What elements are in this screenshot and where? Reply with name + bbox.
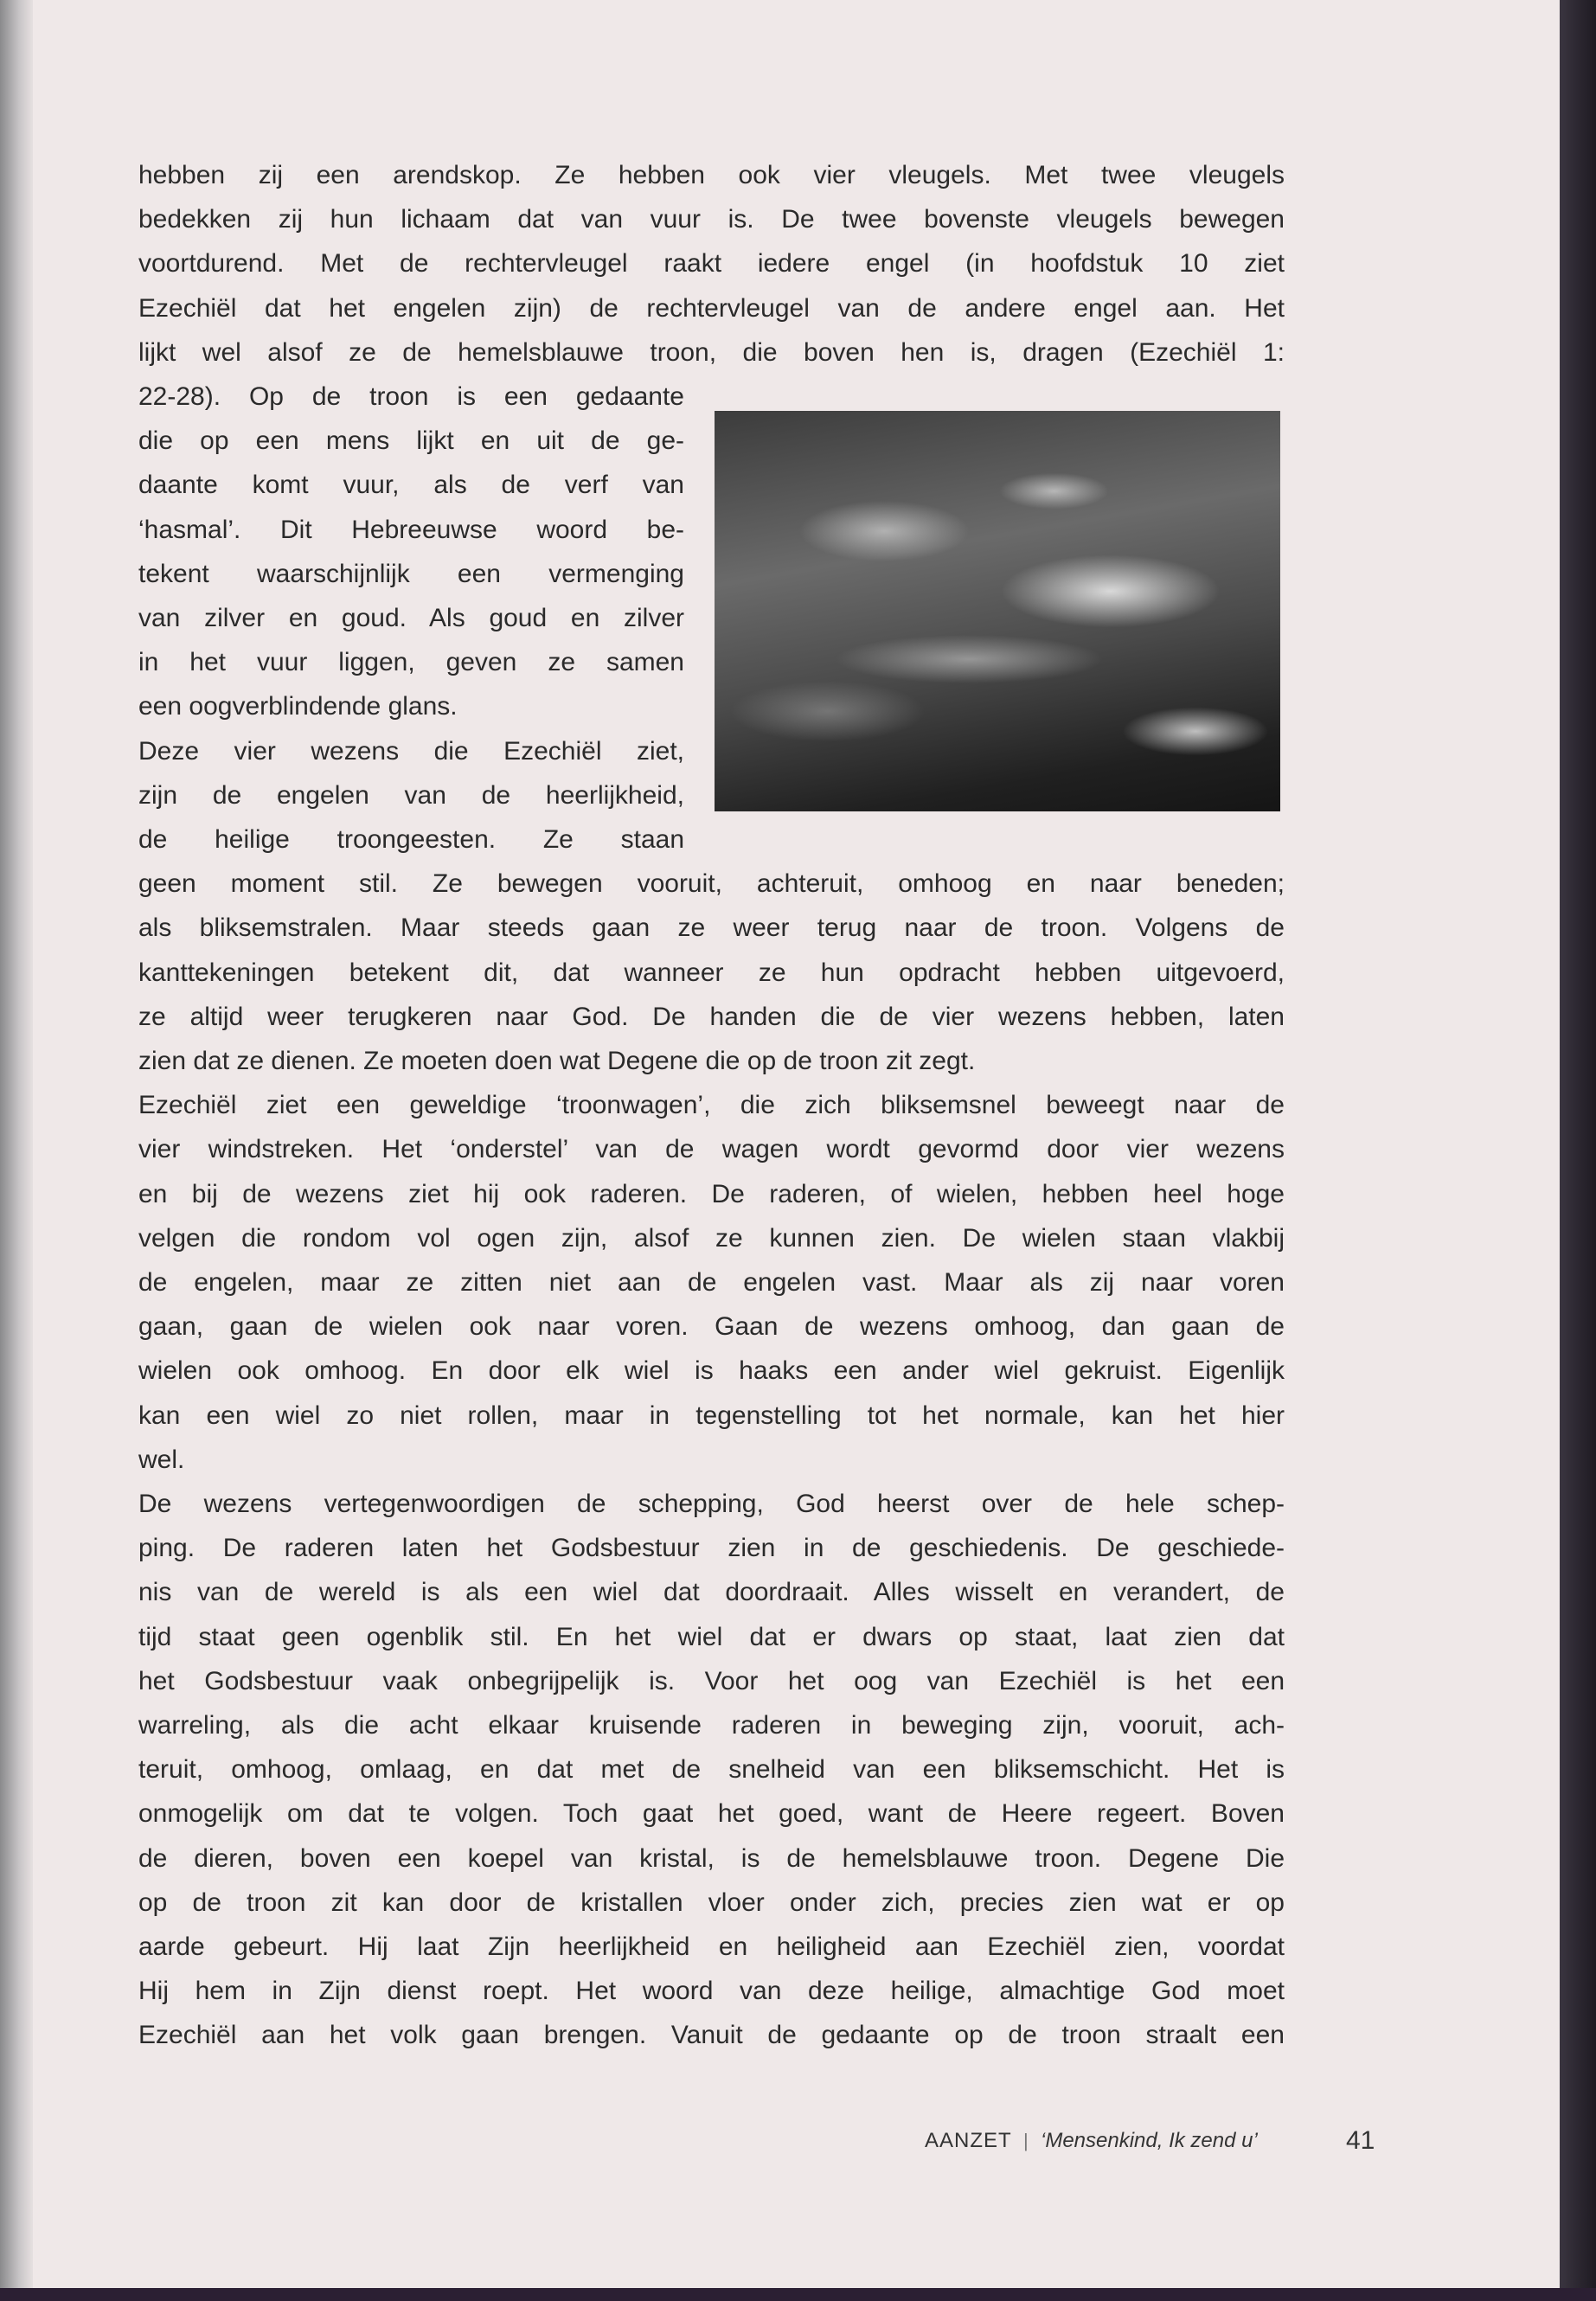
text-line: bedekken zij hun lichaam dat van vuur is. De twee bovenste vleugels bewegen <box>138 205 1285 234</box>
text-line: voortdurend. Met de rechtervleugel raakt iedere engel (in hoofdstuk 10 ziet <box>138 249 1285 279</box>
text-line: Ezechiël aan het volk gaan brengen. Vanuit de gedaante op de troon straalt een <box>138 2021 1285 2050</box>
text-line: aarde gebeurt. Hij laat Zijn heerlijkheid en heiligheid aan Ezechiël zien, voordat <box>138 1932 1285 1961</box>
text-line: onmogelijk om dat te volgen. Toch gaat het goed, want de Heere regeert. Boven <box>138 1799 1285 1829</box>
text-line: als bliksemstralen. Maar steeds gaan ze weer terug naar de troon. Volgens de <box>138 913 1285 943</box>
text-line: De wezens vertegenwoordigen de schepping, God heerst over de hele schep- <box>138 1490 1285 1518</box>
text-line: velgen die rondom vol ogen zijn, alsof ze kunnen zien. De wielen staan vlakbij <box>138 1223 1285 1253</box>
scan-left-edge <box>0 0 33 2301</box>
text-line: ‘hasmal’. Dit Hebreeuwse woord be- <box>138 515 684 544</box>
text-line: de dieren, boven een koepel van kristal, is de hemelsblauwe troon. Degene Die <box>138 1843 1285 1873</box>
text-line: zijn de engelen van de heerlijkheid, <box>138 780 684 810</box>
text-line: 22-28). Op de troon is een gedaante <box>138 382 684 411</box>
text-line: van zilver en goud. Als goud en zilver <box>138 604 684 632</box>
text-line: Hij hem in Zijn dienst roept. Het woord van deze heilige, almachtige God moet <box>138 1977 1285 2006</box>
text-line: Ezechiël dat het engelen zijn) de rechtervleugel van de andere engel aan. Het <box>138 293 1285 323</box>
text-line: ping. De raderen laten het Godsbestuur zien in de geschiedenis. De geschiede- <box>138 1534 1285 1563</box>
page-number: 41 <box>1346 2126 1375 2155</box>
text-line: Ezechiël ziet een geweldige ‘troonwagen’, die zich bliksemsnel beweegt naar de <box>138 1091 1285 1120</box>
text-line: hebben zij een arendskop. Ze hebben ook vier vleugels. Met twee vleugels <box>138 161 1285 189</box>
text-line: zien dat ze dienen. Ze moeten doen wat Degene die op de troon zit zegt. <box>138 1047 976 1075</box>
text-line: op de troon zit kan door de kristallen vloer onder zich, precies zien wat er op <box>138 1888 1285 1917</box>
footer-separator: | <box>1023 2130 1029 2151</box>
text-line: kanttekeningen betekent dit, dat wanneer ze hun opdracht hebben uitgevoerd, <box>138 958 1285 987</box>
footer-section: AANZET <box>925 2129 1012 2152</box>
cloudy-sky-photo <box>715 411 1280 811</box>
text-line: in het vuur liggen, geven ze samen <box>138 648 684 677</box>
text-line: Deze vier wezens die Ezechiël ziet, <box>138 736 684 766</box>
text-line: wel. <box>138 1445 185 1474</box>
text-line: tekent waarschijnlijk een vermenging <box>138 559 684 588</box>
text-line: lijkt wel alsof ze de hemelsblauwe troon, die boven hen is, dragen (Ezechiël 1: <box>138 337 1285 367</box>
text-line: de engelen, maar ze zitten niet aan de engelen vast. Maar als zij naar voren <box>138 1268 1285 1297</box>
text-line: nis van de wereld is als een wiel dat doordraait. Alles wisselt en verandert, de <box>138 1578 1285 1607</box>
text-line: een oogverblindende glans. <box>138 692 458 721</box>
text-line: tijd staat geen ogenblik stil. En het wiel dat er dwars op staat, laat zien dat <box>138 1622 1285 1651</box>
text-line: gaan, gaan de wielen ook naar voren. Gaan de wezens omhoog, dan gaan de <box>138 1312 1285 1342</box>
text-line: die op een mens lijkt en uit de ge- <box>138 426 684 456</box>
scan-right-edge <box>1560 0 1596 2301</box>
text-line: vier windstreken. Het ‘onderstel’ van de wagen wordt gevormd door vier wezens <box>138 1135 1285 1164</box>
text-line: wielen ook omhoog. En door elk wiel is haaks een ander wiel gekruist. Eigenlijk <box>138 1356 1285 1386</box>
text-line: het Godsbestuur vaak onbegrijpelijk is. Voor het oog van Ezechiël is het een <box>138 1666 1285 1695</box>
text-line: teruit, omhoog, omlaag, en dat met de snelheid van een bliksemschicht. Het is <box>138 1755 1285 1785</box>
text-line: geen moment stil. Ze bewegen vooruit, achteruit, omhoog en naar beneden; <box>138 869 1285 899</box>
scan-bottom-edge <box>0 2288 1596 2301</box>
text-line: ze altijd weer terugkeren naar God. De handen die de vier wezens hebben, laten <box>138 1002 1285 1031</box>
text-line: warreling, als die acht elkaar kruisende raderen in beweging zijn, vooruit, ach- <box>138 1711 1285 1740</box>
text-line: en bij de wezens ziet hij ook raderen. De raderen, of wielen, hebben heel hoge <box>138 1179 1285 1208</box>
text-line: de heilige troongeesten. Ze staan <box>138 825 684 854</box>
text-line: kan een wiel zo niet rollen, maar in tegenstelling tot het normale, kan het hier <box>138 1400 1285 1430</box>
footer-chapter-title: ‘Mensenkind, Ik zend u’ <box>1041 2129 1258 2152</box>
text-line: daante komt vuur, als de verf van <box>138 471 684 500</box>
